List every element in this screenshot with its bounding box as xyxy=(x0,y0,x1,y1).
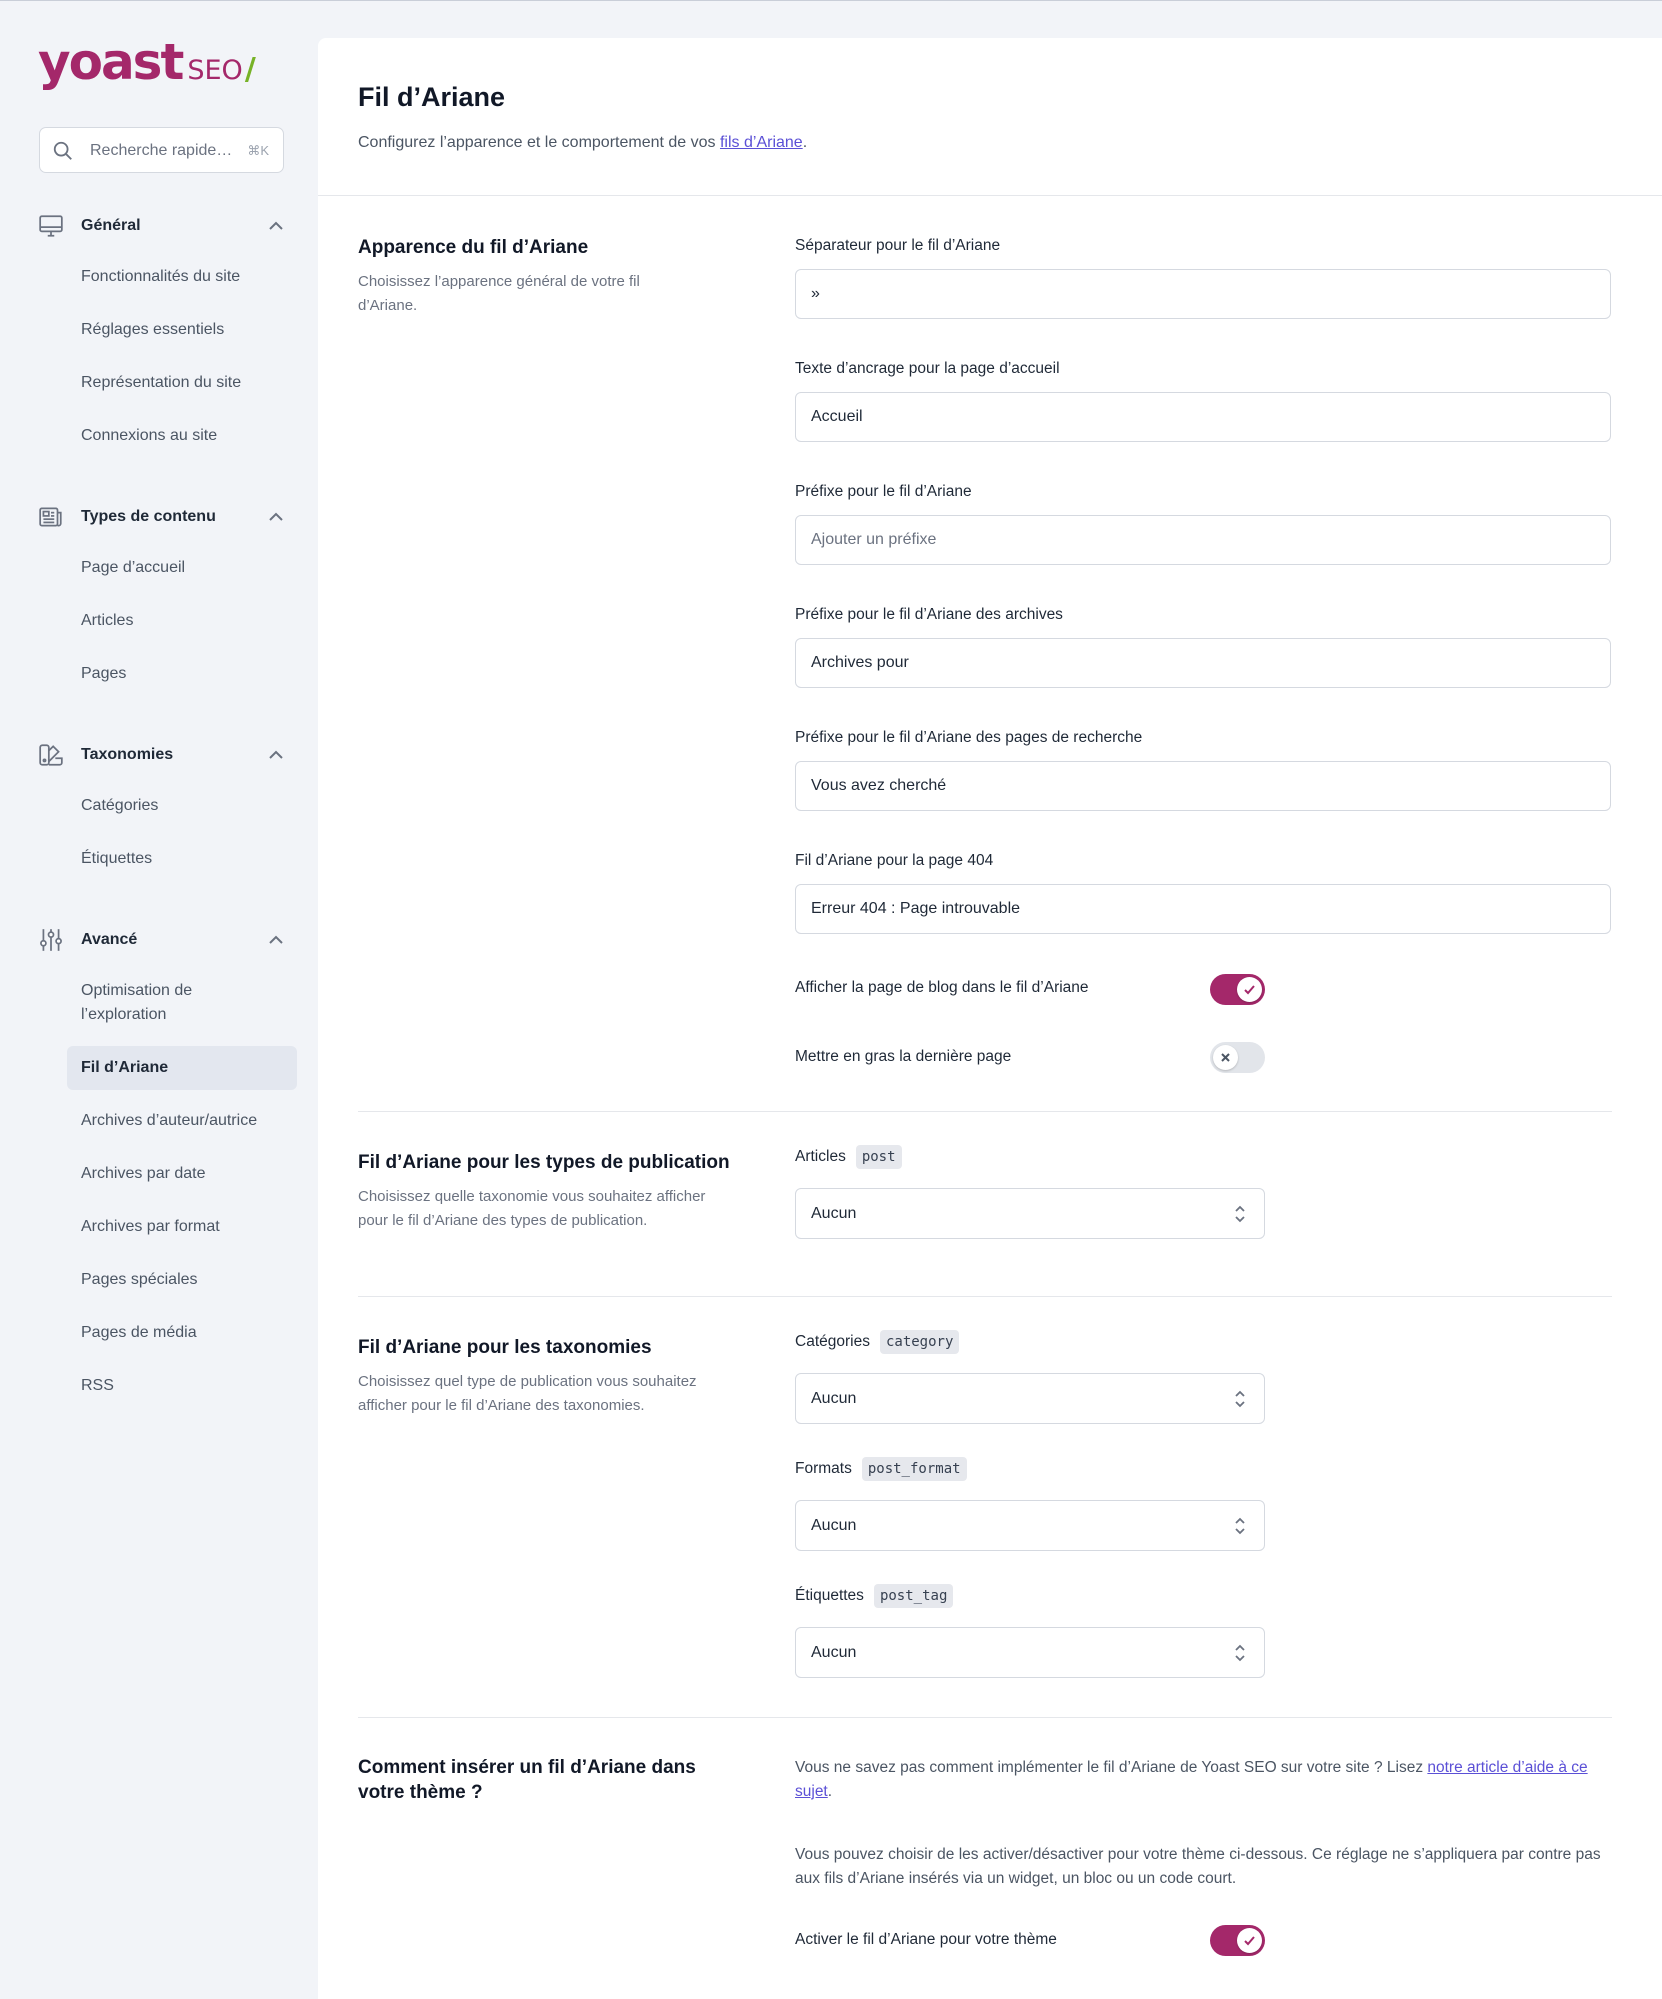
quick-search-input[interactable] xyxy=(39,127,284,173)
selector-icon xyxy=(1234,1204,1246,1224)
toggle-knob xyxy=(1237,977,1262,1002)
show-blog-page-toggle[interactable] xyxy=(1210,974,1265,1005)
bold-last-page-label: Mettre en gras la dernière page xyxy=(795,1048,1012,1065)
taxonomy-code-badge: category xyxy=(880,1330,959,1354)
theme-breadcrumbs-toggle[interactable] xyxy=(1210,1925,1265,1956)
prefix-input[interactable]: Ajouter un préfixe xyxy=(795,515,1611,565)
taxonomy-code-badge: post_format xyxy=(862,1457,967,1481)
select-label-etiquettes xyxy=(795,1584,953,1608)
404-label: Fil d’Ariane pour la page 404 xyxy=(795,852,994,869)
page-description xyxy=(358,134,807,152)
sidebar-item-articles[interactable]: Articles xyxy=(81,612,134,629)
sidebar-item-pages[interactable]: Pages xyxy=(81,665,127,682)
select-value: Aucun xyxy=(811,1643,857,1661)
sidebar xyxy=(0,0,318,1999)
select-value: Aucun xyxy=(811,1516,857,1534)
home-anchor-input[interactable]: Accueil xyxy=(795,392,1611,442)
select-label-formats xyxy=(795,1457,967,1481)
breadcrumbs-help-link[interactable]: fils d’Ariane xyxy=(719,134,803,151)
404-input[interactable]: Erreur 404 : Page introuvable xyxy=(795,884,1611,934)
label-text: Articles xyxy=(795,1148,846,1165)
nav-group-label: Taxonomies xyxy=(81,746,174,763)
sidebar-item-pages-speciales[interactable]: Pages spéciales xyxy=(81,1271,198,1288)
sidebar-item-reglages[interactable]: Réglages essentiels xyxy=(81,321,225,338)
desc-text: Configurez l’apparence et le comportement de vos xyxy=(358,134,720,151)
section-desc-taxonomies: Choisissez quel type de publication vous souhaitez afficher pour le fil d’Ariane des taxonomies. xyxy=(358,1373,697,1414)
para-suffix: . xyxy=(827,1783,833,1800)
color-swatch-icon xyxy=(38,742,64,768)
section-divider xyxy=(358,1111,1612,1112)
categories-post-type-select[interactable] xyxy=(795,1373,1265,1424)
select-label-articles xyxy=(795,1145,902,1169)
section-title-theme: Comment insérer un fil d’Ariane dans votre thème ? xyxy=(358,1757,696,1803)
search-prefix-input[interactable]: Vous avez cherché xyxy=(795,761,1611,811)
x-icon xyxy=(1219,1051,1232,1064)
archive-prefix-input[interactable]: Archives pour xyxy=(795,638,1611,688)
section-title-post-types: Fil d’Ariane pour les types de publication xyxy=(358,1152,730,1173)
sidebar-item-connexions[interactable]: Connexions au site xyxy=(81,427,218,444)
sidebar-item-page-accueil[interactable]: Page d’accueil xyxy=(81,559,186,576)
sidebar-item-fonctionnalites[interactable]: Fonctionnalités du site xyxy=(81,268,241,285)
help-article-link[interactable]: notre article d’aide à ce sujet xyxy=(795,1759,1588,1800)
bold-last-page-toggle[interactable] xyxy=(1210,1042,1265,1073)
theme-help-paragraph xyxy=(795,1756,1615,1804)
label-text: Formats xyxy=(795,1460,852,1477)
section-divider xyxy=(358,1296,1612,1297)
nav-group-label: Avancé xyxy=(81,931,138,948)
selector-icon xyxy=(1234,1516,1246,1536)
search-placeholder: Recherche rapide… xyxy=(90,142,233,159)
select-value: Aucun xyxy=(811,1204,857,1222)
select-label-categories xyxy=(795,1330,959,1354)
theme-info-paragraph: Vous pouvez choisir de les activer/désactiver pour votre thème ci-dessous. Ce réglage ne s’appliquera par contre pas aux fils d’Ariane insérés via un widget, un bloc ou un code court. xyxy=(795,1846,1601,1887)
search-prefix-label: Préfixe pour le fil d’Ariane des pages de recherche xyxy=(795,729,1143,746)
nav-group-content-types[interactable] xyxy=(38,501,284,533)
check-icon xyxy=(1243,983,1256,996)
sidebar-item-archives-date[interactable]: Archives par date xyxy=(81,1165,206,1182)
label-text: Étiquettes xyxy=(795,1587,864,1604)
section-divider xyxy=(358,1717,1612,1718)
desc-suffix: . xyxy=(802,134,808,151)
nav-group-label: Types de contenu xyxy=(81,508,216,525)
select-value: Aucun xyxy=(811,1389,857,1407)
nav-group-label: Général xyxy=(81,217,141,234)
chevron-up-icon xyxy=(268,748,284,762)
header-divider xyxy=(318,195,1662,196)
selector-icon xyxy=(1234,1643,1246,1663)
sidebar-item-pages-media[interactable]: Pages de média xyxy=(81,1324,197,1341)
show-blog-page-label: Afficher la page de blog dans le fil d’Ariane xyxy=(795,979,1089,996)
settings-panel xyxy=(318,38,1662,1999)
toggle-knob xyxy=(1213,1045,1238,1070)
post-type-code-badge: post xyxy=(856,1145,902,1169)
yoast-logo[interactable] xyxy=(38,32,256,92)
monitor-icon xyxy=(38,213,64,239)
sidebar-item-archives-auteur[interactable]: Archives d’auteur/autrice xyxy=(81,1112,258,1129)
separator-input[interactable]: » xyxy=(795,269,1611,319)
articles-taxonomy-select[interactable] xyxy=(795,1188,1265,1239)
home-anchor-label: Texte d’ancrage pour la page d’accueil xyxy=(795,360,1060,377)
theme-breadcrumbs-label: Activer le fil d’Ariane pour votre thème xyxy=(795,1931,1057,1948)
archive-prefix-label: Préfixe pour le fil d’Ariane des archives xyxy=(795,606,1063,623)
search-icon xyxy=(52,140,74,162)
chevron-up-icon xyxy=(268,933,284,947)
selector-icon xyxy=(1234,1389,1246,1409)
sidebar-item-categories[interactable]: Catégories xyxy=(81,797,159,814)
formats-post-type-select[interactable] xyxy=(795,1500,1265,1551)
prefix-label: Préfixe pour le fil d’Ariane xyxy=(795,483,972,500)
separator-label: Séparateur pour le fil d’Ariane xyxy=(795,237,1001,254)
sidebar-item-optimisation[interactable]: Optimisation de l’exploration xyxy=(81,982,193,1023)
chevron-up-icon xyxy=(268,219,284,233)
logo-wordmark: yoast xyxy=(38,33,183,91)
newspaper-icon xyxy=(38,504,64,530)
section-desc-post-types: Choisissez quelle taxonomie vous souhaitez afficher pour le fil d’Ariane des types de publication. xyxy=(358,1188,706,1229)
logo-slash: / xyxy=(244,52,256,87)
nav-group-taxonomies[interactable] xyxy=(38,739,284,771)
label-text: Catégories xyxy=(795,1333,870,1350)
section-title-appearance: Apparence du fil d’Ariane xyxy=(358,237,589,258)
adjustments-icon xyxy=(38,927,64,953)
page-title: Fil d’Ariane xyxy=(358,82,506,112)
sidebar-item-etiquettes[interactable]: Étiquettes xyxy=(81,850,153,867)
sidebar-item-rss[interactable]: RSS xyxy=(81,1377,114,1394)
nav-group-general[interactable] xyxy=(38,210,284,242)
sidebar-item-representation[interactable]: Représentation du site xyxy=(81,374,242,391)
search-shortcut: ⌘K xyxy=(247,143,269,158)
sidebar-item-fil-ariane[interactable]: Fil d’Ariane xyxy=(67,1046,297,1090)
chevron-up-icon xyxy=(268,510,284,524)
nav-group-advanced[interactable] xyxy=(38,924,284,956)
toggle-knob xyxy=(1237,1928,1262,1953)
section-desc-appearance: Choisissez l’apparence général de votre fil d’Ariane. xyxy=(358,273,640,314)
para-text: Vous ne savez pas comment implémenter le fil d’Ariane de Yoast SEO sur votre site ? Lisez xyxy=(795,1759,1428,1776)
section-title-taxonomies: Fil d’Ariane pour les taxonomies xyxy=(358,1337,652,1358)
etiquettes-post-type-select[interactable] xyxy=(795,1627,1265,1678)
logo-product: SEO xyxy=(187,55,243,86)
check-icon xyxy=(1243,1934,1256,1947)
taxonomy-code-badge: post_tag xyxy=(874,1584,953,1608)
sidebar-item-archives-format[interactable]: Archives par format xyxy=(81,1218,220,1235)
